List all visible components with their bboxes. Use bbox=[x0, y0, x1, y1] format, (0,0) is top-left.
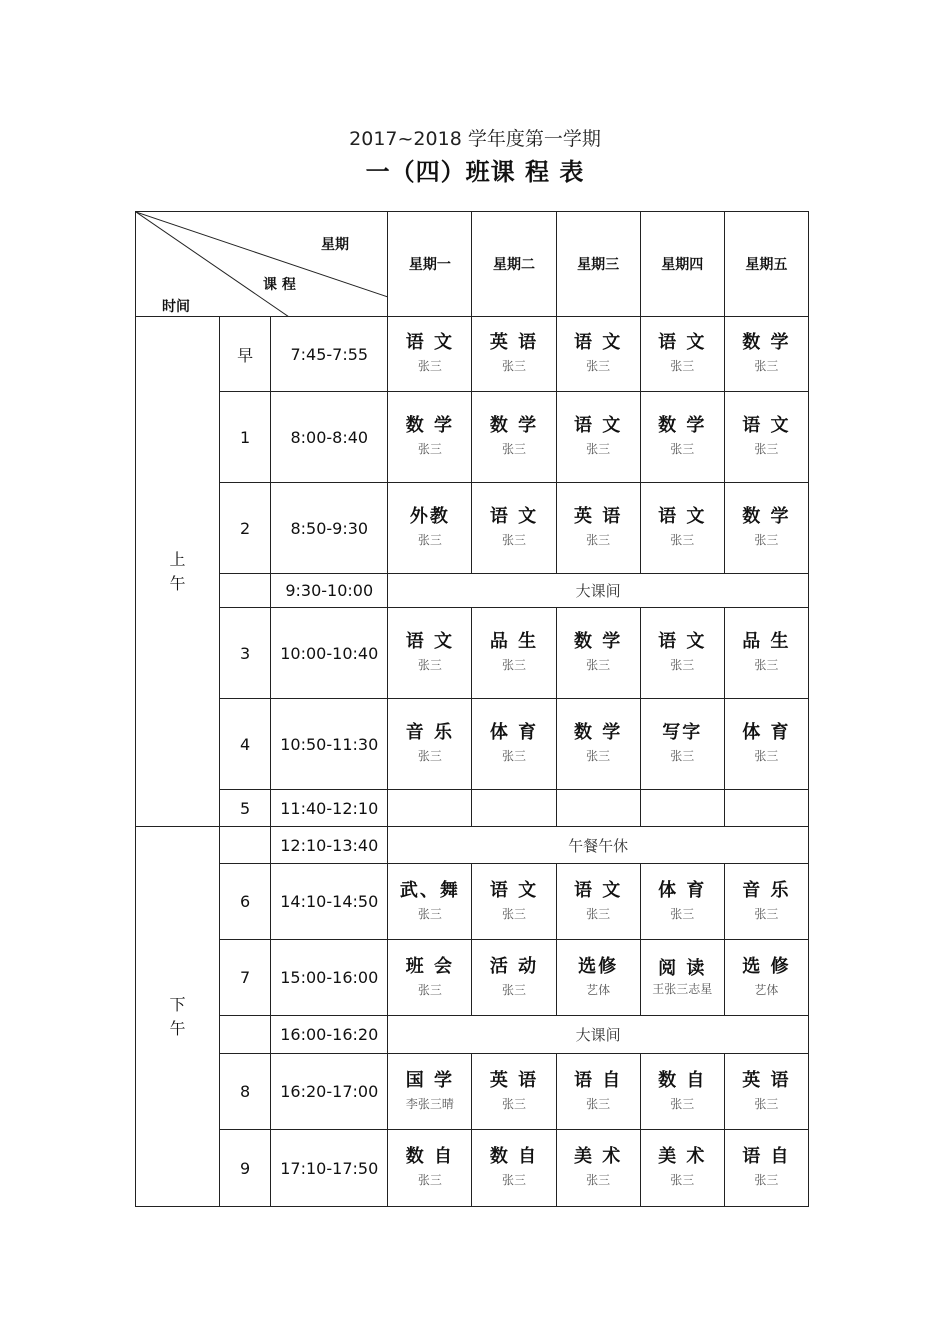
break-cell: 大课间 bbox=[388, 1016, 809, 1054]
teacher-name: 张三 bbox=[586, 749, 611, 763]
subject-name: 语 文 bbox=[742, 415, 791, 436]
class-cell bbox=[556, 790, 640, 827]
subject-name: 语 文 bbox=[658, 332, 707, 353]
subject-name: 美 术 bbox=[658, 1146, 707, 1167]
subject-name: 数 学 bbox=[405, 415, 455, 436]
time-cell: 16:20-17:00 bbox=[271, 1054, 388, 1130]
half-label: 上 午 bbox=[169, 549, 186, 593]
teacher-name: 张三 bbox=[754, 906, 779, 921]
subject-name: 语 文 bbox=[489, 506, 539, 527]
class-cell bbox=[472, 940, 556, 1016]
subject-name: 语 文 bbox=[658, 631, 707, 652]
schedule-row bbox=[136, 608, 809, 699]
class-cell bbox=[556, 392, 640, 483]
teacher-name: 张三 bbox=[670, 359, 695, 373]
class-cell bbox=[640, 699, 724, 790]
half-morning bbox=[136, 317, 220, 827]
subject-name: 音 乐 bbox=[405, 722, 455, 743]
half-afternoon bbox=[136, 827, 220, 1207]
teacher-name: 张三 bbox=[502, 533, 527, 547]
day-header: 星期四 bbox=[640, 212, 724, 317]
teacher-name: 张三 bbox=[670, 533, 695, 547]
teacher-name: 张三 bbox=[670, 1173, 695, 1187]
schedule-row bbox=[136, 940, 809, 1016]
schedule-row bbox=[136, 483, 809, 574]
subject-name: 数 自 bbox=[658, 1069, 707, 1091]
teacher-name: 张三 bbox=[754, 533, 779, 547]
period-cell: 3 bbox=[220, 608, 271, 699]
class-cell bbox=[556, 1130, 640, 1207]
subject-name: 数 自 bbox=[405, 1146, 455, 1167]
page-title: 一（四）班课 程 表 bbox=[365, 158, 585, 186]
subject-name: 语 文 bbox=[573, 415, 623, 436]
period-cell: 1 bbox=[220, 392, 271, 483]
teacher-name: 艺体 bbox=[754, 982, 779, 997]
time-cell: 14:10-14:50 bbox=[271, 864, 388, 940]
class-cell bbox=[472, 864, 556, 940]
class-cell bbox=[388, 392, 472, 483]
subject-name: 语 文 bbox=[489, 879, 539, 901]
teacher-name: 李张三晴 bbox=[405, 1096, 454, 1111]
course-label: 课 程 bbox=[263, 277, 296, 293]
subject-name: 数 学 bbox=[489, 415, 539, 436]
class-cell bbox=[472, 317, 556, 392]
class-cell bbox=[472, 790, 556, 827]
class-cell bbox=[724, 1054, 808, 1130]
teacher-name: 张三 bbox=[754, 1173, 779, 1187]
schedule-row bbox=[136, 864, 809, 940]
teacher-name: 张三 bbox=[586, 359, 611, 373]
header-row bbox=[136, 212, 809, 317]
class-cell bbox=[472, 1054, 556, 1130]
break-row bbox=[136, 1016, 809, 1054]
class-cell bbox=[472, 392, 556, 483]
class-cell bbox=[640, 392, 724, 483]
teacher-name: 张三 bbox=[670, 906, 695, 921]
subject-name: 国 学 bbox=[405, 1069, 455, 1091]
subject-name: 数 学 bbox=[658, 415, 707, 436]
period-cell bbox=[220, 1016, 271, 1054]
time-cell: 8:50-9:30 bbox=[271, 483, 388, 574]
break-cell: 大课间 bbox=[388, 574, 809, 608]
class-cell bbox=[640, 864, 724, 940]
break-row bbox=[136, 827, 809, 864]
period-cell: 早 bbox=[220, 317, 271, 392]
class-cell bbox=[472, 1130, 556, 1207]
teacher-name: 张三 bbox=[417, 359, 442, 373]
subject-name: 选 修 bbox=[742, 955, 791, 977]
teacher-name: 张三 bbox=[586, 906, 611, 921]
subject-name: 武、舞 bbox=[399, 879, 460, 901]
subject-name: 品 生 bbox=[489, 631, 539, 652]
time-cell: 8:00-8:40 bbox=[271, 392, 388, 483]
time-cell: 12:10-13:40 bbox=[271, 827, 388, 864]
subject-name: 数 学 bbox=[573, 631, 623, 652]
subject-name: 英 语 bbox=[489, 332, 539, 353]
teacher-name: 张三 bbox=[502, 906, 527, 921]
subject-name: 语 文 bbox=[405, 332, 455, 353]
period-cell: 9 bbox=[220, 1130, 271, 1207]
class-cell bbox=[724, 483, 808, 574]
class-cell bbox=[640, 1054, 724, 1130]
class-cell bbox=[472, 699, 556, 790]
schedule-row bbox=[136, 1054, 809, 1130]
schedule-row bbox=[136, 699, 809, 790]
period-cell: 4 bbox=[220, 699, 271, 790]
half-label: 下 午 bbox=[169, 994, 186, 1038]
period-cell: 2 bbox=[220, 483, 271, 574]
class-cell bbox=[388, 608, 472, 699]
subject-name: 英 语 bbox=[742, 1069, 791, 1091]
class-cell bbox=[388, 1130, 472, 1207]
break-cell: 午餐午休 bbox=[388, 827, 809, 864]
class-cell bbox=[640, 790, 724, 827]
subject-name: 班 会 bbox=[405, 955, 455, 977]
period-cell: 8 bbox=[220, 1054, 271, 1130]
teacher-name: 张三 bbox=[417, 1173, 442, 1187]
teacher-name: 张三 bbox=[417, 906, 442, 921]
time-cell: 15:00-16:00 bbox=[271, 940, 388, 1016]
subject-name: 体 育 bbox=[742, 722, 791, 743]
class-cell bbox=[388, 790, 472, 827]
period-cell bbox=[220, 827, 271, 864]
teacher-name: 张三 bbox=[502, 359, 527, 373]
class-cell bbox=[724, 790, 808, 827]
subject-name: 语 文 bbox=[405, 631, 455, 652]
class-cell bbox=[556, 317, 640, 392]
class-cell bbox=[556, 864, 640, 940]
subject-name: 阅 读 bbox=[658, 957, 707, 979]
subject-name: 品 生 bbox=[742, 631, 791, 652]
class-cell bbox=[724, 317, 808, 392]
time-cell: 16:00-16:20 bbox=[271, 1016, 388, 1054]
teacher-name: 王张三志星 bbox=[652, 981, 713, 996]
teacher-name: 张三 bbox=[670, 749, 695, 763]
schedule-row bbox=[136, 1130, 809, 1207]
teacher-name: 张三 bbox=[586, 1173, 611, 1187]
weekday-label: 星期 bbox=[321, 237, 349, 253]
class-cell bbox=[388, 940, 472, 1016]
teacher-name: 张三 bbox=[670, 1096, 695, 1111]
teacher-name: 张三 bbox=[502, 442, 527, 456]
subject-name: 数 学 bbox=[742, 332, 791, 353]
class-cell bbox=[556, 699, 640, 790]
teacher-name: 张三 bbox=[417, 533, 442, 547]
break-row bbox=[136, 574, 809, 608]
teacher-name: 张三 bbox=[502, 1096, 527, 1111]
subject-name: 数 自 bbox=[489, 1146, 539, 1167]
class-cell bbox=[640, 1130, 724, 1207]
teacher-name: 张三 bbox=[586, 1096, 611, 1111]
time-cell: 11:40-12:10 bbox=[271, 790, 388, 827]
subject-name: 英 语 bbox=[573, 506, 623, 527]
teacher-name: 张三 bbox=[502, 982, 527, 997]
teacher-name: 张三 bbox=[417, 749, 442, 763]
subject-name: 写字 bbox=[662, 722, 703, 743]
teacher-name: 张三 bbox=[754, 658, 779, 672]
period-cell bbox=[220, 574, 271, 608]
teacher-name: 张三 bbox=[417, 982, 442, 997]
teacher-name: 张三 bbox=[670, 658, 695, 672]
class-cell bbox=[724, 608, 808, 699]
subject-name: 体 育 bbox=[658, 879, 707, 901]
time-cell: 17:10-17:50 bbox=[271, 1130, 388, 1207]
class-cell bbox=[640, 483, 724, 574]
class-cell bbox=[640, 608, 724, 699]
teacher-name: 张三 bbox=[586, 442, 611, 456]
teacher-name: 艺体 bbox=[586, 982, 611, 997]
subject-name: 活 动 bbox=[489, 955, 539, 977]
teacher-name: 张三 bbox=[417, 442, 442, 456]
period-cell: 5 bbox=[220, 790, 271, 827]
class-cell bbox=[556, 608, 640, 699]
class-cell bbox=[724, 392, 808, 483]
class-cell bbox=[556, 940, 640, 1016]
class-cell bbox=[388, 1054, 472, 1130]
schedule-row bbox=[136, 317, 809, 392]
time-cell: 9:30-10:00 bbox=[271, 574, 388, 608]
teacher-name: 张三 bbox=[502, 658, 527, 672]
subject-name: 美 术 bbox=[573, 1146, 623, 1167]
class-cell bbox=[472, 608, 556, 699]
subject-name: 语 文 bbox=[573, 332, 623, 353]
teacher-name: 张三 bbox=[586, 533, 611, 547]
period-cell: 6 bbox=[220, 864, 271, 940]
class-cell bbox=[640, 317, 724, 392]
time-cell: 10:00-10:40 bbox=[271, 608, 388, 699]
subject-name: 数 学 bbox=[573, 722, 623, 743]
class-cell bbox=[388, 699, 472, 790]
class-cell bbox=[472, 483, 556, 574]
time-cell: 10:50-11:30 bbox=[271, 699, 388, 790]
class-cell bbox=[388, 864, 472, 940]
teacher-name: 张三 bbox=[754, 1096, 779, 1111]
day-header: 星期五 bbox=[724, 212, 808, 317]
teacher-name: 张三 bbox=[754, 359, 779, 373]
term-subtitle: 2017~2018 学年度第一学期 bbox=[349, 128, 601, 150]
subject-name: 语 文 bbox=[658, 506, 707, 527]
schedule-row bbox=[136, 790, 809, 827]
schedule-row bbox=[136, 392, 809, 483]
teacher-name: 张三 bbox=[754, 442, 779, 456]
teacher-name: 张三 bbox=[502, 1173, 527, 1187]
subject-name: 数 学 bbox=[742, 506, 791, 527]
class-cell bbox=[388, 483, 472, 574]
teacher-name: 张三 bbox=[754, 749, 779, 763]
subject-name: 体 育 bbox=[489, 722, 539, 743]
class-cell bbox=[556, 483, 640, 574]
subject-name: 语 自 bbox=[742, 1146, 791, 1167]
day-header: 星期一 bbox=[388, 212, 472, 317]
teacher-name: 张三 bbox=[586, 658, 611, 672]
class-cell bbox=[724, 1130, 808, 1207]
day-header: 星期二 bbox=[472, 212, 556, 317]
subject-name: 外教 bbox=[409, 506, 450, 527]
day-header: 星期三 bbox=[556, 212, 640, 317]
timetable bbox=[135, 211, 809, 1207]
time-label: 时间 bbox=[162, 299, 190, 315]
subject-name: 选修 bbox=[578, 955, 619, 977]
class-cell bbox=[556, 1054, 640, 1130]
period-cell: 7 bbox=[220, 940, 271, 1016]
subject-name: 英 语 bbox=[489, 1069, 539, 1091]
subject-name: 语 自 bbox=[573, 1069, 623, 1091]
teacher-name: 张三 bbox=[670, 442, 695, 456]
time-cell: 7:45-7:55 bbox=[271, 317, 388, 392]
class-cell bbox=[724, 940, 808, 1016]
subject-name: 音 乐 bbox=[742, 879, 791, 901]
class-cell bbox=[640, 940, 724, 1016]
teacher-name: 张三 bbox=[417, 658, 442, 672]
subject-name: 语 文 bbox=[573, 879, 623, 901]
teacher-name: 张三 bbox=[502, 749, 527, 763]
corner-header-cell bbox=[136, 212, 388, 317]
class-cell bbox=[724, 699, 808, 790]
class-cell bbox=[388, 317, 472, 392]
class-cell bbox=[724, 864, 808, 940]
